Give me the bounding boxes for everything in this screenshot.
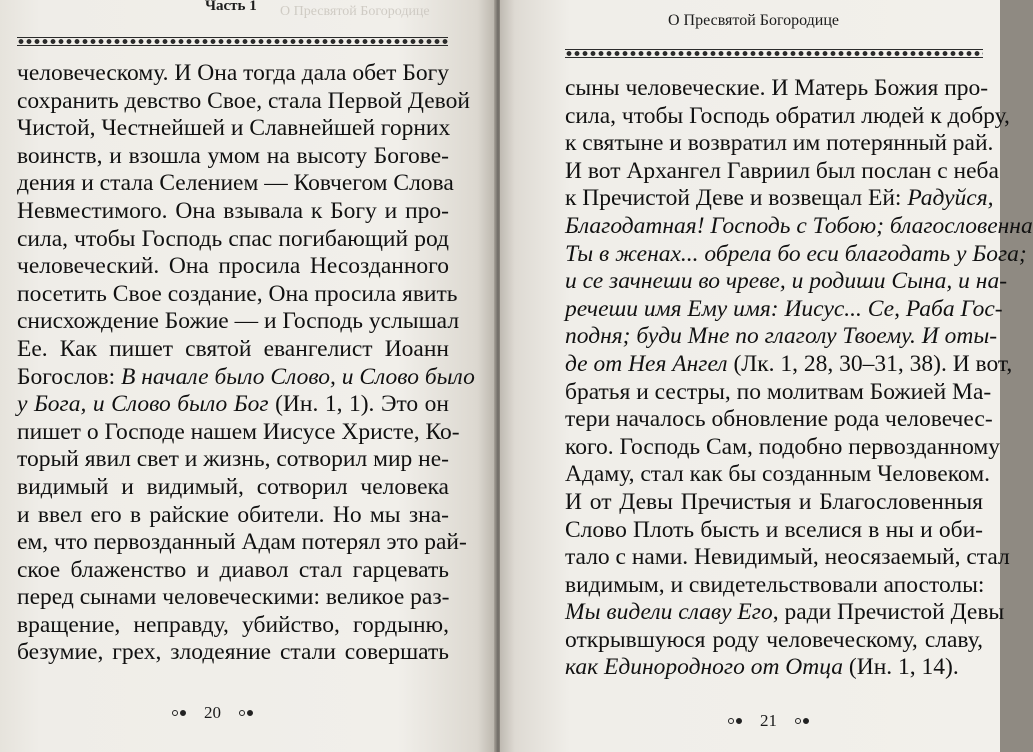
body-text-right xyxy=(565,75,1033,682)
text-run: посетить Свое создание, Она просила явить xyxy=(17,280,458,307)
text-run: к Пречистой Деве и возвещал Ей: xyxy=(565,185,908,212)
text-run: Невместимого. Она взывала к Богу и про- xyxy=(17,197,449,224)
page-footer-left xyxy=(172,703,253,723)
text-line xyxy=(565,350,1013,379)
text-line xyxy=(565,378,992,407)
text-run: сыны человеческие. И Матерь Божия про- xyxy=(565,75,989,101)
text-line xyxy=(565,130,994,158)
text-run: сила, чтобы Господь обратил людей к добру, xyxy=(565,102,1010,129)
text-line xyxy=(17,336,449,364)
italic-quote: Мы видели славу Его xyxy=(565,599,773,626)
text-run: (Ин. 1, 14). xyxy=(843,654,959,681)
text-run: пишет о Господе нашем Иисусе Христе, Ко- xyxy=(17,418,460,445)
text-run: Адаму, стал как бы созданным Человеком. xyxy=(565,461,990,488)
text-line xyxy=(565,461,990,489)
text-run: дения и стала Селением — Ковчегом Слова xyxy=(17,170,454,197)
text-run: И от Девы Пречистыя и Благословенныя xyxy=(565,488,983,515)
page-footer-right xyxy=(728,711,809,731)
text-line xyxy=(17,612,449,640)
text-line xyxy=(565,654,983,682)
text-run: вращение, неправду, убийство, гордыню, xyxy=(17,611,449,638)
italic-quote: у Бога, и Слово было Бог xyxy=(17,391,269,418)
text-run: к святыне и возвратил им потерянный рай. xyxy=(565,130,994,157)
text-line xyxy=(17,529,467,557)
text-run: человеческий. Она просила Несозданного xyxy=(17,253,449,280)
page-number: 21 xyxy=(760,711,777,730)
text-line xyxy=(17,226,449,254)
text-run: (Лк. 1, 28, 30–31, 38). И вот, xyxy=(727,350,1013,377)
text-line xyxy=(565,489,983,517)
text-line xyxy=(17,418,460,447)
italic-quote: и се зачнеши во чреве, и родиши Сына, и на- xyxy=(565,268,1008,295)
text-run: , ради Пречистой Девы xyxy=(772,599,1005,626)
right-page xyxy=(500,0,1033,752)
text-line xyxy=(17,198,449,226)
ghost-running-head: О Пресвятой Богородице xyxy=(280,4,430,19)
italic-quote: Радуйся, xyxy=(907,185,994,212)
text-line xyxy=(17,391,449,419)
text-line xyxy=(565,157,999,186)
text-line xyxy=(565,599,1005,627)
ornament-border-right xyxy=(565,49,983,58)
text-line xyxy=(17,584,449,612)
ornament-icon xyxy=(172,709,186,718)
text-run: сохранить девство Свое, стала Первой Девой xyxy=(17,87,470,114)
running-head-left: Часть 1 xyxy=(205,0,257,14)
text-line xyxy=(565,185,994,213)
text-run: и ввел его в райские обители. Но мы зна- xyxy=(17,501,449,528)
text-line xyxy=(17,639,449,667)
italic-quote: В начале было Слово, и Слово было xyxy=(121,363,475,390)
text-line xyxy=(17,280,458,309)
ornament-icon xyxy=(728,717,742,726)
italic-quote: Ты в женах... обрела бо еси благодать у Бога; xyxy=(565,240,1027,267)
text-line xyxy=(17,170,454,198)
ornament-icon xyxy=(239,709,253,718)
text-line xyxy=(17,87,470,116)
text-line xyxy=(17,308,460,336)
text-line xyxy=(17,253,449,281)
italic-quote: как Единородного от Отца xyxy=(565,654,844,681)
running-head-right: О Пресвятой Богородице xyxy=(668,12,840,29)
text-line xyxy=(565,572,983,600)
text-run: снисхождение Божие — и Господь услышал xyxy=(17,308,460,335)
text-run: И вот Архангел Гавриил был послан с неба xyxy=(565,157,999,184)
text-run: братья и сестры, по молитвам Божией Ма- xyxy=(565,378,992,405)
text-line xyxy=(565,75,989,103)
text-line xyxy=(17,115,449,143)
italic-quote: речеши имя Ему имя: Иисус... Се, Раба Гос- xyxy=(565,295,1003,322)
italic-quote: Благодатная! Господь с Тобою; благословенна xyxy=(565,212,1033,239)
text-line xyxy=(565,295,1003,324)
text-line xyxy=(565,627,983,655)
text-run: открывшуюся роду человеческому, славу, xyxy=(565,626,983,653)
text-run: человеческому. И Она тогда дала обет Богу xyxy=(17,60,449,86)
text-run: торый явил свет и жизнь, сотворил мир не- xyxy=(17,446,449,473)
text-run: тало с нами. Невидимый, неосязаемый, стал xyxy=(565,544,1010,571)
text-run: тери началось обновление рода человечес- xyxy=(565,406,993,433)
text-line xyxy=(17,557,449,585)
page-number: 20 xyxy=(204,703,221,722)
text-line xyxy=(17,363,475,392)
text-run: сила, чтобы Господь спас погибающий род xyxy=(17,225,449,252)
text-line xyxy=(565,212,1033,241)
text-line xyxy=(565,517,983,545)
text-line xyxy=(565,268,1008,296)
text-run: (Ин. 1, 1). Это он xyxy=(268,391,450,418)
text-run: ем, что первозданный Адам потерял это рай- xyxy=(17,529,467,556)
text-run: видимым, и свидетельствовали апостолы: xyxy=(565,571,985,598)
text-run: кого. Господь Сам, подобно первозданному xyxy=(565,433,1001,460)
text-line xyxy=(565,240,1027,269)
ornament-border-left xyxy=(17,37,448,46)
body-text-left xyxy=(17,60,475,667)
text-line xyxy=(17,502,449,530)
text-line xyxy=(565,406,993,434)
text-line xyxy=(565,323,998,351)
text-line xyxy=(17,60,449,88)
left-page xyxy=(0,0,497,752)
text-run: видимый и видимый, сотворил человека xyxy=(17,473,449,500)
text-run: воинств, и взошла умом на высоту Богове- xyxy=(17,142,449,169)
text-run: ское блаженство и диавол стал гарцевать xyxy=(17,556,449,583)
text-run: Ее. Как пишет святой евангелист Иоанн xyxy=(17,335,449,362)
text-run: безумие, грех, злодеяние стали совершать xyxy=(17,639,449,666)
text-run: Богослов: xyxy=(17,363,122,390)
text-line xyxy=(17,446,449,474)
text-line xyxy=(17,474,449,502)
text-line xyxy=(565,102,1010,131)
text-run: Слово Плоть бысть и вселися в ны и оби- xyxy=(565,516,983,543)
text-run: Чистой, Честнейшей и Славнейшей горних xyxy=(17,115,451,142)
text-run: перед сынами человеческими: великое раз- xyxy=(17,584,450,611)
italic-quote: де от Нея Ангел xyxy=(565,350,728,377)
text-line xyxy=(565,544,1010,572)
italic-quote: подня; буди Мне по глаголу Твоему. И оты- xyxy=(565,323,998,350)
ornament-icon xyxy=(795,717,809,726)
text-line xyxy=(565,433,1001,462)
text-line xyxy=(17,143,449,171)
